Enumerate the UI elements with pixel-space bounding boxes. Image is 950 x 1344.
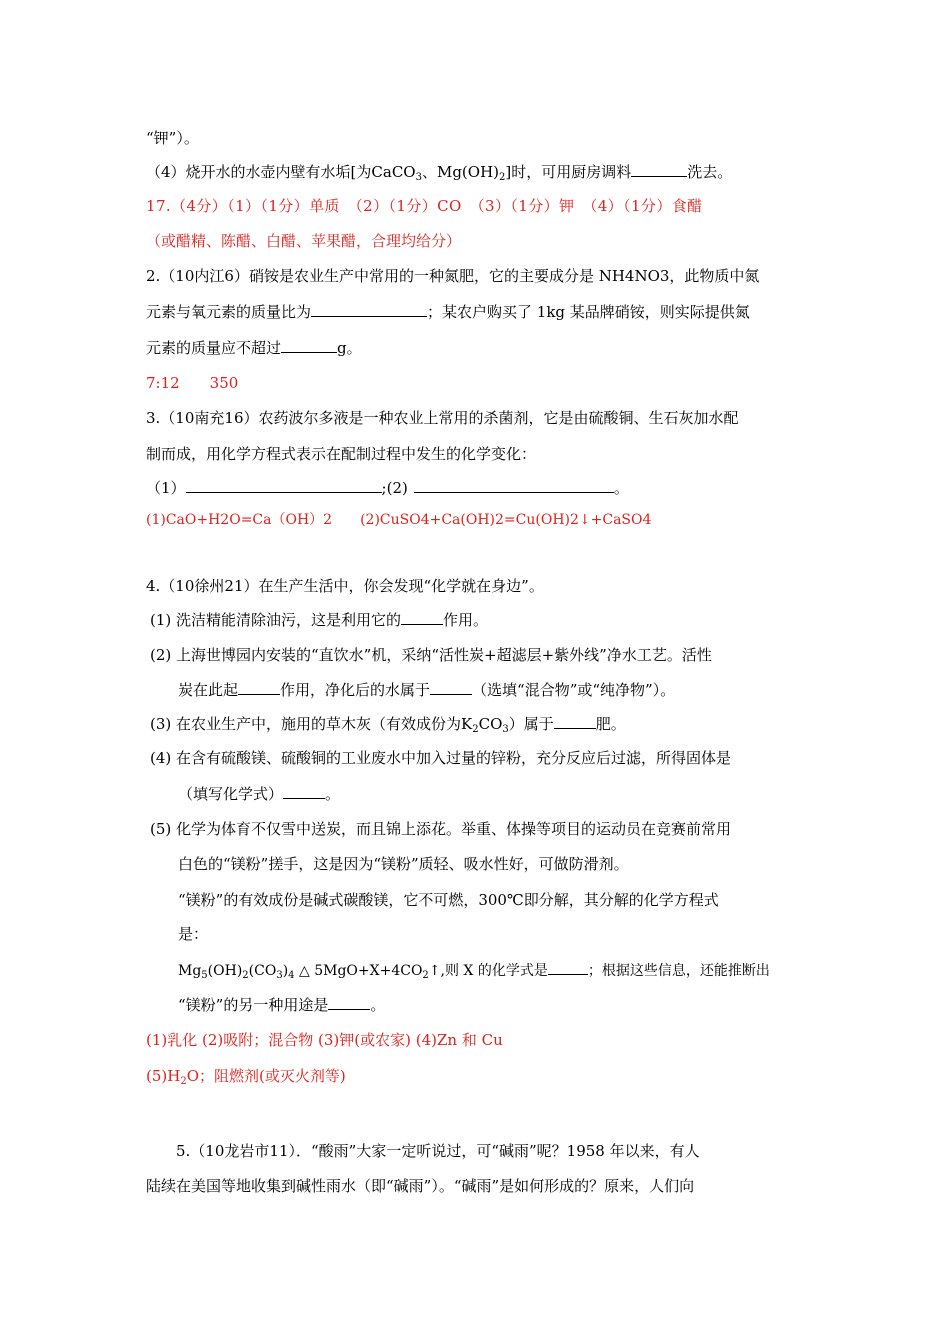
text-line: 5.（10龙岩市11）．“酸雨”大家一定听说过，可“碱雨”呢？1958 年以来，有人 bbox=[176, 1142, 700, 1160]
text-segment: △ 5MgO+X+4CO bbox=[294, 963, 423, 979]
text-line: “镁粉”的有效成份是碱式碳酸镁，它不可燃，300℃即分解，其分解的化学方程式 bbox=[178, 891, 719, 909]
text-line: (5) 化学为体育不仅雪中送炭，而且锦上添花。举重、体操等项目的运动员在竞赛前常用 bbox=[150, 820, 732, 838]
text-segment: (OH) bbox=[207, 963, 243, 979]
equation-line bbox=[178, 960, 770, 981]
fill-blank bbox=[283, 784, 325, 799]
subscript: 3 bbox=[276, 970, 283, 981]
text-line bbox=[146, 338, 362, 358]
fill-blank bbox=[186, 478, 382, 493]
text-line bbox=[150, 714, 626, 734]
text-segment: 、Mg(OH) bbox=[421, 163, 500, 181]
answer-line: （或醋精、陈醋、白醋、苹果醋，合理均给分） bbox=[146, 232, 462, 250]
text-segment: (5)H bbox=[146, 1067, 181, 1085]
text-line: 4.（10徐州21）在生产生活中，你会发现“化学就在身边”。 bbox=[146, 577, 544, 595]
fill-blank bbox=[631, 162, 687, 177]
fill-blank bbox=[238, 680, 280, 695]
text-line: (2) 上海世博园内安装的“直饮水”机，采纳“活性炭+超滤层+紫外线”净水工艺。活性 bbox=[150, 646, 712, 664]
text-line: “钾”）。 bbox=[146, 129, 199, 147]
text-segment: 。 bbox=[370, 996, 386, 1014]
fill-blank bbox=[311, 302, 427, 317]
answer-line: 7:12 350 bbox=[146, 374, 239, 392]
text-line bbox=[146, 478, 629, 498]
fill-blank bbox=[414, 478, 614, 493]
text-segment: ）属于 bbox=[508, 715, 554, 733]
text-line: 3.（10南充16）农药波尔多液是一种农业上常用的杀菌剂，它是由硫酸铜、生石灰加水配 bbox=[146, 409, 739, 427]
text-segment: 。 bbox=[613, 479, 629, 497]
text-line bbox=[178, 784, 340, 804]
text-segment: “镁粉”的另一种用途是 bbox=[178, 996, 329, 1014]
text-segment: ;(2) bbox=[381, 479, 408, 497]
text-segment: (3) 在农业生产中，施用的草木灰（有效成份为K bbox=[150, 715, 473, 733]
subscript: 4 bbox=[288, 970, 295, 981]
fill-blank bbox=[554, 714, 596, 729]
fill-blank bbox=[430, 680, 472, 695]
text-line: 陆续在美国等地收集到碱性雨水（即“碱雨”）。“碱雨”是如何形成的？原来，人们向 bbox=[146, 1177, 695, 1195]
text-line bbox=[178, 680, 675, 700]
fill-blank bbox=[548, 960, 588, 975]
text-segment: ) bbox=[282, 963, 289, 979]
text-line: 2.（10内江6）硝铵是农业生产中常用的一种氮肥，它的主要成分是 NH4NO3，此物质中氮 bbox=[146, 267, 760, 285]
text-line bbox=[178, 995, 385, 1015]
text-line bbox=[150, 610, 488, 630]
fill-blank bbox=[401, 610, 443, 625]
subscript: 2 bbox=[180, 1076, 187, 1087]
answer-line: 17.（4分）（1）（1分）单质 （2）（1分）CO （3）（1分）钾 （4）（1分）食醋 bbox=[146, 197, 703, 215]
subscript: 5 bbox=[201, 970, 208, 981]
subscript: 2 bbox=[422, 970, 429, 981]
text-segment: CO bbox=[478, 715, 503, 733]
text-line bbox=[146, 302, 750, 322]
text-segment: 元素与氧元素的质量比为 bbox=[146, 303, 312, 321]
subscript: 3 bbox=[502, 724, 509, 735]
subscript: 3 bbox=[415, 172, 422, 183]
subscript: 2 bbox=[242, 970, 249, 981]
text-segment: 作用，净化后的水属于 bbox=[280, 681, 431, 699]
text-line: (4) 在含有硫酸镁、硫酸铜的工业废水中加入过量的锌粉，充分反应后过滤，所得固体是 bbox=[150, 749, 732, 767]
text-line: 白色的“镁粉”搓手，这是因为“镁粉”质轻、吸水性好，可做防滑剂。 bbox=[178, 855, 629, 873]
text-segment: （4）烧开水的水壶内壁有水垢[为CaCO bbox=[146, 163, 416, 181]
answer-line: (1)CaO+H2O=Ca（OH）2 (2)CuSO4+Ca(OH)2=Cu(OH)2↓+CaSO4 bbox=[146, 512, 652, 528]
fill-blank bbox=[328, 995, 370, 1010]
text-segment: 。 bbox=[325, 785, 341, 803]
subscript: 2 bbox=[472, 724, 479, 735]
text-line bbox=[146, 162, 732, 182]
text-segment: 作用。 bbox=[443, 611, 489, 629]
text-line: 制而成，用化学方程式表示在配制过程中发生的化学变化： bbox=[146, 445, 537, 463]
answer-line bbox=[146, 1066, 346, 1086]
text-segment: （选填“混合物”或“纯净物”）。 bbox=[472, 681, 676, 699]
fill-blank bbox=[281, 338, 337, 353]
text-line: 是： bbox=[178, 925, 209, 943]
text-segment: O；阻燃剂(或灭火剂等) bbox=[186, 1067, 346, 1085]
text-segment: (1) 洗洁精能清除油污，这是利用它的 bbox=[150, 611, 402, 629]
text-segment: 肥。 bbox=[595, 715, 626, 733]
answer-line: (1)乳化 (2)吸附；混合物 (3)钾(或农家) (4)Zn 和 Cu bbox=[146, 1031, 503, 1049]
text-segment: （填写化学式） bbox=[178, 785, 284, 803]
text-segment: 元素的质量应不超过 bbox=[146, 339, 282, 357]
text-segment: ↑,则 X 的化学式是 bbox=[428, 963, 548, 979]
subscript: 2 bbox=[499, 172, 506, 183]
text-segment: Mg bbox=[178, 963, 202, 979]
text-segment: ]时，可用厨房调料 bbox=[505, 163, 632, 181]
text-segment: （1） bbox=[146, 479, 186, 497]
text-segment: ；某农户购买了 1kg 某品牌硝铵，则实际提供氮 bbox=[427, 303, 750, 321]
text-segment: (CO bbox=[248, 963, 277, 979]
text-segment: 炭在此起 bbox=[178, 681, 239, 699]
text-segment: g。 bbox=[337, 339, 362, 357]
text-segment: 洗去。 bbox=[687, 163, 733, 181]
text-segment: ；根据这些信息，还能推断出 bbox=[587, 963, 770, 979]
